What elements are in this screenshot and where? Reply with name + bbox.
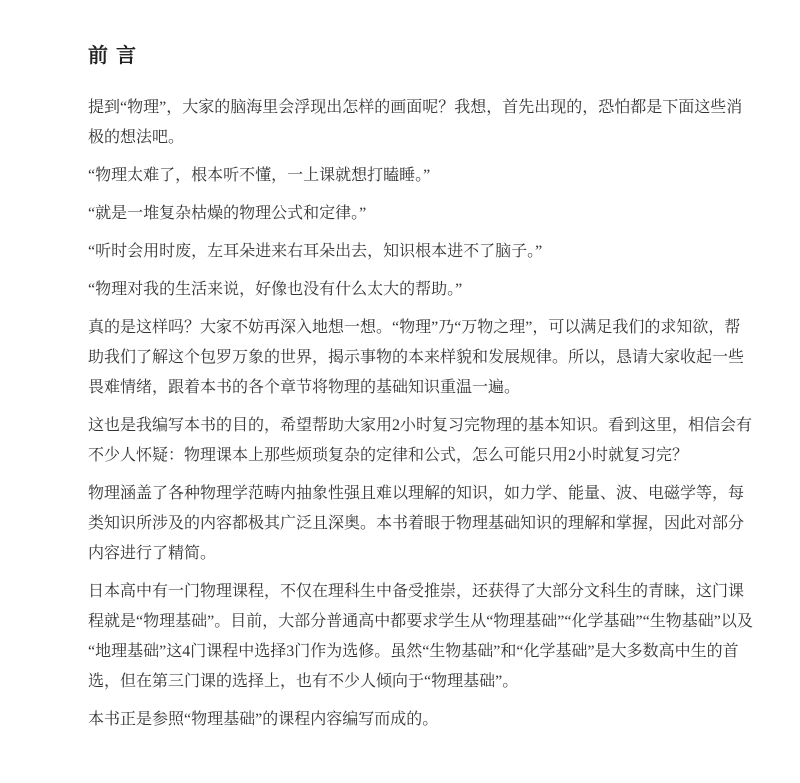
paragraph-closing: 本书正是参照“物理基础”的课程内容编写而成的。 xyxy=(88,711,439,728)
paragraph-japan-curriculum: 日本高中有一门物理课程，不仅在理科生中备受推崇，还获得了大部分文科生的青睐，这门课程就是“物理基础”。目前，大部分普通高中都要求学生从“物理基础”“化学基础”“生物基础”以及“地理基础”这4门课程中选择3门作为选修。虽然“生物基础”和“化学基础”是大多数高中生的首选，但在第三门课的选择上，也有不少人倾向于“物理基础”。 xyxy=(88,583,753,690)
paragraph-intro: 提到“物理”，大家的脑海里会浮现出怎样的画面呢？我想，首先出现的，恐怕都是下面这些消极的想法吧。 xyxy=(88,99,743,146)
student-quote-4: “物理对我的生活来说，好像也没有什么太大的帮助。” xyxy=(88,281,463,298)
student-quote-3: “听时会用时废，左耳朵进来右耳朵出去，知识根本进不了脑子。” xyxy=(88,243,543,260)
paragraph-book-goal: 这也是我编写本书的目的，希望帮助大家用2小时复习完物理的基本知识。看到这里，相信会有不少人怀疑：物理课本上那些烦琐复杂的定律和公式，怎么可能只用2小时就复习完？ xyxy=(88,417,753,464)
student-quote-1: “物理太难了，根本听不懂，一上课就想打瞌睡。” xyxy=(88,167,431,184)
paragraph-scope: 物理涵盖了各种物理学范畴内抽象性强且难以理解的知识，如力学、能量、波、电磁学等，每类知识所涉及的内容都极其广泛且深奥。本书着眼于物理基础知识的理解和掌握，因此对部分内容进行了精简。 xyxy=(88,485,745,562)
preface-content xyxy=(88,41,756,735)
preface-title: 前言 xyxy=(88,45,144,67)
student-quote-2: “就是一堆复杂枯燥的物理公式和定律。” xyxy=(88,205,367,222)
paragraph-rebuttal: 真的是这样吗？大家不妨再深入地想一想。“物理”乃“万物之理”，可以满足我们的求知欲，帮助我们了解这个包罗万象的世界，揭示事物的本来样貌和发展规律。所以，恳请大家收起一些畏难情绪，跟着本书的各个章节将物理的基础知识重温一遍。 xyxy=(88,319,745,396)
